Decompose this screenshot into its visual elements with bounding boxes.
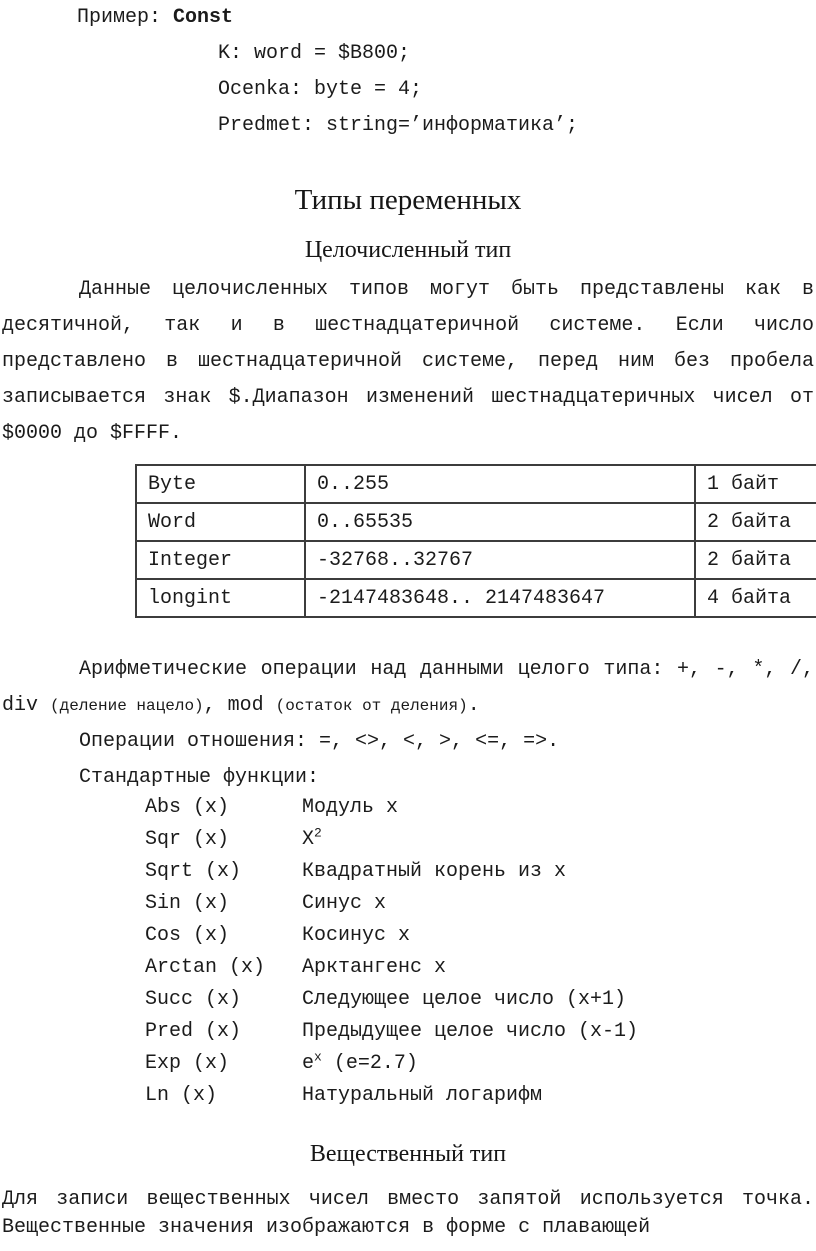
function-name: Pred (x) (145, 1020, 242, 1043)
function-description: Синус x (302, 892, 387, 915)
function-name: Sqrt (x) (145, 860, 242, 883)
list-item (2, 1080, 814, 1112)
type-range-cell: -2147483648.. 2147483647 (305, 579, 695, 617)
function-description: Следующее целое число (x+1) (302, 988, 627, 1011)
type-range-cell: 0..65535 (305, 503, 695, 541)
arithmetic-mid-text: , mod (203, 694, 276, 717)
type-size-cell: 2 байта (695, 503, 816, 541)
table-row (136, 541, 816, 579)
page-title: Типы переменных (294, 184, 522, 216)
list-item (2, 888, 814, 920)
type-range-cell: -32768..32767 (305, 541, 695, 579)
list-item (2, 952, 814, 984)
standard-functions-label: Стандартные функции: (79, 766, 320, 789)
list-item (2, 984, 814, 1016)
function-name: Exp (x) (145, 1052, 230, 1075)
table-row (136, 465, 816, 503)
list-item (2, 824, 814, 856)
type-name-cell: Integer (136, 541, 305, 579)
real-intro-paragraph: Для записи вещественных чисел вместо запятой используется точка. Вещественные значения изображаются в форме с плавающей (2, 1188, 814, 1239)
example-header-line (2, 0, 814, 36)
list-item (2, 920, 814, 952)
function-description: Косинус x (302, 924, 411, 947)
function-name: Sin (x) (145, 892, 230, 915)
function-description: Натуральный логарифм (302, 1084, 543, 1107)
type-name-cell: longint (136, 579, 305, 617)
function-description: $e^x$ (e=2.7) (302, 1049, 418, 1075)
function-description: Арктангенс x (302, 956, 447, 979)
type-size-cell: 1 байт (695, 465, 816, 503)
function-name: Abs (x) (145, 796, 230, 819)
integer-section-heading: Целочисленный тип (304, 237, 512, 263)
function-name: Succ (x) (145, 988, 242, 1011)
standard-functions-list (2, 792, 814, 1112)
table-row (136, 579, 816, 617)
type-name-cell: Word (136, 503, 305, 541)
integer-types-table (135, 464, 816, 618)
arithmetic-operations-paragraph (2, 652, 814, 724)
arithmetic-end-text: . (467, 694, 480, 717)
const-keyword: Const (173, 6, 234, 29)
type-size-cell: 2 байта (695, 541, 816, 579)
arithmetic-main-text: Арифметические операции над данными целого типа: +, -, *, /, div (2, 658, 814, 717)
list-item (2, 1048, 814, 1080)
example-label: Пример: (77, 6, 174, 29)
function-name: Cos (x) (145, 924, 230, 947)
real-section-heading: Вещественный тип (309, 1141, 507, 1167)
superscript: 2 (314, 825, 322, 841)
type-size-cell: 4 байта (695, 579, 816, 617)
function-description: Модуль x (302, 796, 399, 819)
mod-note: (остаток от деления) (275, 697, 468, 715)
div-note: (деление нацело) (50, 697, 204, 715)
function-name: Ln (x) (145, 1084, 218, 1107)
code-line: Predmet: string=’информатика’; (218, 114, 579, 137)
list-item (2, 792, 814, 824)
function-description: $X^2$ (302, 825, 322, 851)
relations-line: Операции отношения: =, <>, <, >, <=, =>. (79, 730, 560, 753)
code-line: Ocenka: byte = 4; (218, 78, 423, 101)
superscript: x (314, 1049, 322, 1065)
function-description: Предыдущее целое число (x-1) (302, 1020, 639, 1043)
type-range-cell: 0..255 (305, 465, 695, 503)
list-item (2, 856, 814, 888)
code-line: K: word = $B800; (218, 42, 411, 65)
type-name-cell: Byte (136, 465, 305, 503)
function-description: Квадратный корень из x (302, 860, 567, 883)
table-row (136, 503, 816, 541)
integer-intro-paragraph: Данные целочисленных типов могут быть представлены как в десятичной, так и в шестнадцатеричной системе. Если число представлено в шестнадцатеричной системе, перед ним без пробела записывается знак $.Диапазон изменений шестнадцатеричных чисел от $0000 до $FFFF. (2, 278, 814, 445)
list-item (2, 1016, 814, 1048)
function-name: Arctan (x) (145, 956, 266, 979)
function-name: Sqr (x) (145, 828, 230, 851)
